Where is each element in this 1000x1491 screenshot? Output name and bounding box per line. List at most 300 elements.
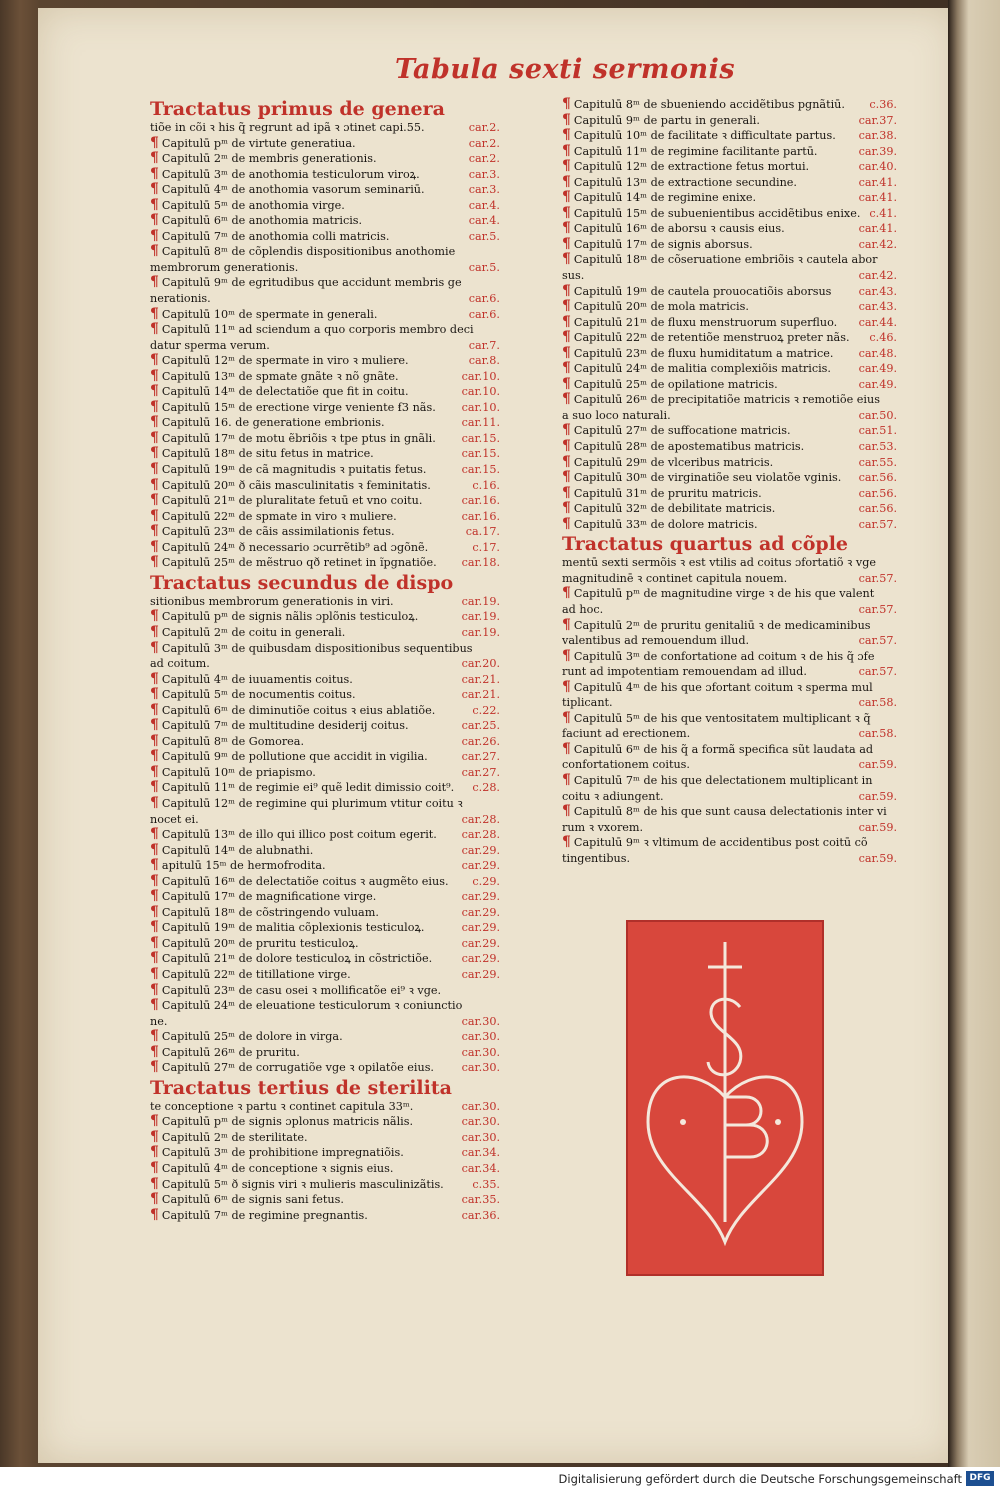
chapter-title: mentū sexti sermõis ꝛ est vtilis ad coitus ɔfortatiõ ꝛ vge bbox=[562, 556, 876, 570]
chapter-entry-continuation bbox=[150, 338, 500, 354]
folio-reference: car.15. bbox=[461, 463, 500, 477]
pilcrow-icon: ¶ bbox=[562, 516, 571, 532]
pilcrow-icon: ¶ bbox=[150, 982, 159, 998]
chapter-entry bbox=[150, 796, 500, 812]
chapter-entry-continuation bbox=[150, 656, 500, 672]
chapter-entry-continuation bbox=[150, 1099, 500, 1115]
chapter-title: Capitulū 22ᵐ de retentiõe menstruoꝝ preter nãs. bbox=[573, 331, 850, 345]
chapter-title: Capitulū 9ᵐ de partu in generali. bbox=[573, 113, 760, 127]
folio-reference: car.56. bbox=[858, 471, 897, 485]
pilcrow-icon: ¶ bbox=[150, 477, 159, 493]
chapter-entry bbox=[562, 206, 897, 222]
folio-reference: car.2. bbox=[468, 121, 500, 134]
chapter-title: tiplicant. bbox=[562, 696, 613, 710]
pilcrow-icon: ¶ bbox=[562, 221, 571, 237]
chapter-title: Capitulū 23ᵐ de fluxu humiditatum a matrice. bbox=[573, 346, 834, 360]
chapter-entry bbox=[150, 827, 500, 843]
chapter-title: Capitulū 23ᵐ de cãis assimilationis fetus. bbox=[161, 525, 395, 539]
chapter-title: Capitulū 2ᵐ de pruritu genitaliū ꝛ de medicaminibus bbox=[573, 618, 871, 632]
chapter-entry bbox=[562, 501, 897, 517]
chapter-entry bbox=[150, 415, 500, 431]
pilcrow-icon: ¶ bbox=[562, 772, 571, 788]
pilcrow-icon: ¶ bbox=[562, 376, 571, 392]
folio-reference: car.30. bbox=[461, 1014, 500, 1028]
chapter-title: Capitulū 10ᵐ de facilitate ꝛ difficultate partus. bbox=[573, 129, 836, 143]
pilcrow-icon: ¶ bbox=[150, 624, 159, 640]
folio-reference: car.4. bbox=[468, 198, 500, 212]
chapter-entry-continuation bbox=[562, 268, 897, 284]
folio-reference: car.10. bbox=[461, 400, 500, 414]
pilcrow-icon: ¶ bbox=[150, 873, 159, 889]
chapter-title: Capitulū 6ᵐ de his q̃ a formã specifica sũt laudata ad bbox=[573, 742, 874, 756]
pilcrow-icon: ¶ bbox=[150, 322, 159, 338]
pilcrow-icon: ¶ bbox=[150, 1029, 159, 1045]
pilcrow-icon: ¶ bbox=[150, 733, 159, 749]
pilcrow-icon: ¶ bbox=[562, 236, 571, 252]
pilcrow-icon: ¶ bbox=[150, 524, 159, 540]
chapter-title: Capitulū 13ᵐ de extractione secundine. bbox=[573, 175, 797, 189]
folio-reference: car.19. bbox=[461, 610, 500, 624]
chapter-entry bbox=[150, 858, 500, 874]
folio-reference: car.2. bbox=[468, 136, 500, 150]
chapter-entry bbox=[562, 470, 897, 486]
pilcrow-icon: ¶ bbox=[150, 966, 159, 982]
folio-reference: car.38. bbox=[858, 129, 897, 143]
chapter-entry bbox=[562, 97, 897, 113]
pilcrow-icon: ¶ bbox=[150, 462, 159, 478]
folio-reference: car.57. bbox=[858, 602, 897, 616]
folio-reference: car.30. bbox=[461, 1130, 500, 1144]
folio-reference: car.57. bbox=[858, 665, 897, 679]
chapter-title: Capitulū 3ᵐ de prohibitione impregnatiõis. bbox=[161, 1146, 404, 1160]
chapter-entry bbox=[150, 229, 500, 245]
chapter-entry bbox=[150, 213, 500, 229]
chapter-title: Capitulū 27ᵐ de corrugatiõe vge ꝛ opilatõe eius. bbox=[161, 1061, 434, 1075]
pilcrow-icon: ¶ bbox=[150, 795, 159, 811]
chapter-entry bbox=[562, 455, 897, 471]
chapter-entry bbox=[562, 618, 897, 634]
pilcrow-icon: ¶ bbox=[150, 446, 159, 462]
folio-reference: car.7. bbox=[468, 338, 500, 352]
chapter-title: Capitulū 8ᵐ de Gomorea. bbox=[161, 734, 305, 748]
pilcrow-icon: ¶ bbox=[150, 827, 159, 843]
pilcrow-icon: ¶ bbox=[150, 935, 159, 951]
chapter-entry bbox=[150, 998, 500, 1014]
chapter-entry bbox=[562, 423, 897, 439]
chapter-entry bbox=[150, 478, 500, 494]
chapter-title: Capitulū 24ᵐ de malitia complexiõis matricis. bbox=[573, 362, 831, 376]
chapter-entry bbox=[150, 843, 500, 859]
chapter-entry bbox=[150, 136, 500, 152]
chapter-title: Capitulū 19ᵐ de cã magnitudis ꝛ puitatis fetus. bbox=[161, 463, 427, 477]
pilcrow-icon: ¶ bbox=[150, 842, 159, 858]
chapter-entry bbox=[150, 1060, 500, 1076]
pilcrow-icon: ¶ bbox=[562, 299, 571, 315]
pilcrow-icon: ¶ bbox=[150, 275, 159, 291]
folio-reference: car.30. bbox=[461, 1099, 500, 1113]
pilcrow-icon: ¶ bbox=[150, 749, 159, 765]
chapter-entry bbox=[562, 190, 897, 206]
chapter-title: Capitulū 15ᵐ de erectione virge veniente ẜ3 nãs. bbox=[161, 400, 436, 414]
right-column-index bbox=[562, 97, 897, 866]
pilcrow-icon: ¶ bbox=[562, 205, 571, 221]
chapter-title: Capitulū 24ᵐ ð necessario ɔcurrẽtib⁹ ad ɔgõnẽ. bbox=[161, 540, 429, 554]
chapter-entry bbox=[150, 749, 500, 765]
chapter-entry bbox=[150, 1161, 500, 1177]
chapter-entry bbox=[562, 315, 897, 331]
chapter-entry bbox=[150, 198, 500, 214]
folio-reference: car.37. bbox=[858, 113, 897, 127]
chapter-entry-continuation bbox=[150, 120, 500, 136]
chapter-title: Capitulū 20ᵐ de pruritu testiculoꝝ. bbox=[161, 936, 359, 950]
folio-reference: car.34. bbox=[461, 1162, 500, 1175]
folio-reference: car.28. bbox=[461, 828, 500, 842]
chapter-entry bbox=[562, 517, 897, 533]
chapter-entry bbox=[562, 711, 897, 727]
chapter-title: rum ꝛ vxorem. bbox=[562, 820, 644, 834]
folio-reference: car.15. bbox=[461, 447, 500, 461]
chapter-title: Capitulū 14ᵐ de delectatiõe que fit in coitu. bbox=[161, 385, 409, 399]
folio-reference: car.58. bbox=[858, 696, 897, 710]
chapter-entry bbox=[150, 369, 500, 385]
chapter-entry bbox=[150, 244, 500, 260]
folio-reference: car.26. bbox=[461, 734, 500, 748]
chapter-entry-continuation bbox=[150, 291, 500, 307]
folio-reference: car.49. bbox=[858, 362, 897, 376]
chapter-title: Capitulū 4ᵐ de iuuamentis coitus. bbox=[161, 672, 353, 686]
folio-reference: car.30. bbox=[461, 1030, 500, 1044]
pilcrow-icon: ¶ bbox=[562, 485, 571, 501]
folio-reference: car.53. bbox=[858, 440, 897, 454]
chapter-title: Capitulū 3ᵐ de anothomia testiculorum viroꝝ. bbox=[161, 167, 420, 181]
chapter-title: Capitulū 26ᵐ de precipitatiõe matricis ꝛ remotiõe eius bbox=[573, 393, 880, 407]
folio-reference: car.42. bbox=[858, 269, 897, 283]
folio-reference: car.59. bbox=[858, 820, 897, 834]
folio-reference: car.56. bbox=[858, 502, 897, 516]
chapter-title: Capitulū 6ᵐ de signis sani fetus. bbox=[161, 1193, 344, 1207]
pilcrow-icon: ¶ bbox=[150, 151, 159, 167]
pilcrow-icon: ¶ bbox=[150, 1060, 159, 1076]
folio-reference: car.57. bbox=[858, 517, 897, 531]
folio-reference: c.17. bbox=[472, 540, 500, 554]
chapter-entry bbox=[150, 1029, 500, 1045]
pilcrow-icon: ¶ bbox=[562, 128, 571, 144]
chapter-title: Capitulū 6ᵐ de anothomia matricis. bbox=[161, 214, 363, 228]
chapter-entry bbox=[150, 905, 500, 921]
chapter-title: Capitulū 8ᵐ de cõplendis dispositionibus anothomie bbox=[161, 245, 456, 259]
folio-reference: car.41. bbox=[858, 191, 897, 205]
folio-reference: c.36. bbox=[869, 98, 897, 111]
chapter-title: Capitulū 11ᵐ ad sciendum a quo corporis membro deci bbox=[161, 323, 474, 337]
chapter-title: te conceptione ꝛ partu ꝛ continet capitula 33ᵐ. bbox=[150, 1099, 414, 1113]
chapter-title: Capitulū 6ᵐ de diminutiõe coitus ꝛ eius ablatiõe. bbox=[161, 703, 436, 717]
folio-reference: c.41. bbox=[869, 206, 897, 220]
folio-reference: car.43. bbox=[858, 284, 897, 298]
chapter-entry bbox=[150, 765, 500, 781]
chapter-title: Capitulū 33ᵐ de dolore matricis. bbox=[573, 517, 758, 531]
chapter-title: Capitulū 29ᵐ de vlceribus matricis. bbox=[573, 455, 774, 469]
folio-reference: car.6. bbox=[468, 292, 500, 306]
chapter-title: Capitulū 25ᵐ de dolore in virga. bbox=[161, 1030, 343, 1044]
pilcrow-icon: ¶ bbox=[150, 244, 159, 260]
adjacent-page-edge bbox=[948, 0, 1000, 1467]
folio-reference: ca.17. bbox=[465, 525, 500, 539]
pilcrow-icon: ¶ bbox=[150, 415, 159, 431]
folio-reference: car.59. bbox=[858, 789, 897, 803]
chapter-entry-continuation bbox=[150, 594, 500, 610]
chapter-entry bbox=[150, 322, 500, 338]
chapter-title: Capitulū 9ᵐ de egritudibus que accidunt membris ge bbox=[161, 276, 462, 290]
chapter-entry-continuation bbox=[562, 602, 897, 618]
chapter-title: Capitulū 5ᵐ de anothomia virge. bbox=[161, 198, 345, 212]
chapter-entry bbox=[562, 175, 897, 191]
folio-reference: car.16. bbox=[461, 509, 500, 523]
pilcrow-icon: ¶ bbox=[150, 1176, 159, 1192]
pilcrow-icon: ¶ bbox=[150, 555, 159, 571]
pilcrow-icon: ¶ bbox=[150, 306, 159, 322]
chapter-entry bbox=[562, 113, 897, 129]
chapter-entry bbox=[150, 400, 500, 416]
digitization-footer bbox=[0, 1467, 1000, 1491]
chapter-entry bbox=[562, 159, 897, 175]
chapter-title: faciunt ad erectionem. bbox=[562, 727, 691, 741]
chapter-title: a suo loco naturali. bbox=[562, 408, 671, 422]
pilcrow-icon: ¶ bbox=[150, 353, 159, 369]
folio-reference: car.16. bbox=[461, 494, 500, 508]
pilcrow-icon: ¶ bbox=[562, 586, 571, 602]
folio-reference: car.40. bbox=[858, 160, 897, 174]
chapter-title: nerationis. bbox=[150, 292, 211, 306]
folio-reference: car.25. bbox=[461, 719, 500, 733]
folio-reference: car.3. bbox=[468, 183, 500, 197]
chapter-title: coitu ꝛ adiungent. bbox=[562, 789, 664, 803]
pilcrow-icon: ¶ bbox=[562, 190, 571, 206]
chapter-title: Capitulū 7ᵐ de his que delectationem multiplicant in bbox=[573, 773, 873, 787]
pilcrow-icon: ¶ bbox=[150, 539, 159, 555]
chapter-title: magnitudinē ꝛ continet capitula nouem. bbox=[562, 571, 788, 585]
pilcrow-icon: ¶ bbox=[150, 430, 159, 446]
chapter-entry bbox=[150, 307, 500, 323]
chapter-title: tiõe in cõi ꝛ his q̃ regrunt ad ipã ꝛ ɔtinet capi.55. bbox=[150, 121, 425, 134]
chapter-entry bbox=[150, 524, 500, 540]
chapter-entry bbox=[150, 1045, 500, 1061]
chapter-title: Capitulū 24ᵐ de eleuatione testiculorum ꝛ coniunctio bbox=[161, 999, 463, 1013]
pilcrow-icon: ¶ bbox=[150, 182, 159, 198]
folio-reference: car.2. bbox=[468, 152, 500, 166]
pilcrow-icon: ¶ bbox=[562, 174, 571, 190]
chapter-entry bbox=[150, 384, 500, 400]
folio-reference: c.35. bbox=[472, 1177, 500, 1191]
chapter-entry bbox=[150, 780, 500, 796]
folio-reference: car.34. bbox=[461, 1146, 500, 1160]
chapter-title: Capitulū 5ᵐ ð signis viri ꝛ mulieris masculinizãtis. bbox=[161, 1177, 444, 1191]
chapter-entry-continuation bbox=[562, 571, 897, 587]
chapter-entry bbox=[150, 641, 500, 657]
pilcrow-icon: ¶ bbox=[562, 741, 571, 757]
folio-reference: car.59. bbox=[858, 758, 897, 772]
chapter-entry bbox=[150, 703, 500, 719]
chapter-entry-continuation bbox=[562, 851, 897, 867]
folio-reference: car.29. bbox=[461, 936, 500, 950]
pilcrow-icon: ¶ bbox=[150, 671, 159, 687]
chapter-entry-continuation bbox=[562, 695, 897, 711]
pilcrow-icon: ¶ bbox=[150, 1044, 159, 1060]
folio-reference: c.29. bbox=[472, 874, 500, 888]
pilcrow-icon: ¶ bbox=[150, 951, 159, 967]
chapter-entry bbox=[562, 284, 897, 300]
folio-reference: car.44. bbox=[858, 315, 897, 329]
chapter-title: Capitulū 17ᵐ de magnificatione virge. bbox=[161, 890, 377, 904]
chapter-entry bbox=[562, 128, 897, 144]
folio-reference: car.41. bbox=[858, 175, 897, 189]
folio-reference: car.55. bbox=[858, 455, 897, 469]
pilcrow-icon: ¶ bbox=[562, 454, 571, 470]
chapter-entry bbox=[150, 446, 500, 462]
folio-reference: car.5. bbox=[468, 260, 500, 274]
folio-reference: car.30. bbox=[461, 1061, 500, 1075]
tractatus-heading: Tractatus tertius de sterilita bbox=[150, 1076, 452, 1099]
pilcrow-icon: ¶ bbox=[562, 97, 571, 112]
chapter-title: Capitulū 15ᵐ de subuenientibus accidẽtibus enixe. bbox=[573, 206, 861, 220]
tractatus-heading: Tractatus quartus ad cõple bbox=[562, 533, 849, 556]
pilcrow-icon: ¶ bbox=[562, 252, 571, 268]
left-column-index bbox=[150, 97, 500, 1223]
chapter-title: Capitulū 4ᵐ de anothomia vasorum seminariū. bbox=[161, 183, 425, 197]
pilcrow-icon: ¶ bbox=[562, 143, 571, 159]
folio-reference: car.41. bbox=[858, 222, 897, 236]
chapter-entry bbox=[562, 237, 897, 253]
pilcrow-icon: ¶ bbox=[150, 687, 159, 703]
chapter-entry bbox=[562, 439, 897, 455]
folio-reference: car.19. bbox=[461, 594, 500, 608]
chapter-title: Capitulū 21ᵐ de dolore testiculoꝝ in cõstrictiõe. bbox=[161, 952, 433, 966]
folio-reference: car.29. bbox=[461, 843, 500, 857]
folio-reference: c.16. bbox=[472, 478, 500, 492]
pilcrow-icon: ¶ bbox=[150, 368, 159, 384]
folio-reference: car.42. bbox=[858, 237, 897, 251]
folio-reference: c.28. bbox=[472, 781, 500, 795]
chapter-title: Capitulū 13ᵐ de illo qui illico post coitum egerit. bbox=[161, 828, 437, 842]
chapter-title: Capitulū 12ᵐ de extractione fetus mortui. bbox=[573, 160, 810, 174]
chapter-entry-continuation bbox=[562, 633, 897, 649]
chapter-entry bbox=[150, 1192, 500, 1208]
chapter-title: Capitulū 17ᵐ de motu ẽbriõis ꝛ tpe ptus in gnãli. bbox=[161, 431, 436, 445]
chapter-title: sitionibus membrorum generationis in viri. bbox=[150, 594, 394, 608]
chapter-title: confortationem coitus. bbox=[562, 758, 690, 772]
chapter-title: runt ad impotentiam remouendam ad illud. bbox=[562, 665, 807, 679]
chapter-entry bbox=[562, 835, 897, 851]
chapter-title: Capitulū 19ᵐ de cautela prouocatiõis aborsus bbox=[573, 284, 832, 298]
pilcrow-icon: ¶ bbox=[562, 283, 571, 299]
page-title: Tabula sexti sermonis bbox=[395, 54, 736, 85]
chapter-title: Capitulū 14ᵐ de regimine enixe. bbox=[573, 191, 757, 205]
chapter-entry bbox=[562, 773, 897, 789]
chapter-title: Capitulū 12ᵐ de spermate in viro ꝛ muliere. bbox=[161, 354, 409, 368]
letter-b bbox=[725, 1097, 767, 1157]
chapter-entry-continuation bbox=[150, 812, 500, 828]
pilcrow-icon: ¶ bbox=[562, 159, 571, 175]
chapter-entry bbox=[562, 144, 897, 160]
chapter-entry bbox=[150, 983, 500, 999]
folio-reference: car.6. bbox=[468, 307, 500, 321]
folio-reference: car.29. bbox=[461, 967, 500, 981]
folio-reference: car.29. bbox=[461, 905, 500, 919]
chapter-entry bbox=[150, 462, 500, 478]
chapter-title: ad coitum. bbox=[150, 657, 210, 671]
chapter-entry bbox=[562, 392, 897, 408]
chapter-title: datur sperma verum. bbox=[150, 338, 270, 352]
chapter-title: Capitulū pᵐ de signis nãlis ɔplõnis testiculoꝝ. bbox=[161, 610, 419, 624]
chapter-title: Capitulū 20ᵐ ð cãis masculinitatis ꝛ feminitatis. bbox=[161, 478, 431, 492]
chapter-title: Capitulū 31ᵐ de pruritu matricis. bbox=[573, 486, 762, 500]
chapter-title: Capitulū 3ᵐ de quibusdam dispositionibus sequentibus bbox=[161, 641, 473, 655]
folio-reference: car.30. bbox=[461, 1115, 500, 1129]
pilcrow-icon: ¶ bbox=[150, 1145, 159, 1161]
chapter-title: Capitulū 9ᵐ de pollutione que accidit in vigilia. bbox=[161, 750, 428, 764]
folio-reference: car.48. bbox=[858, 346, 897, 360]
pilcrow-icon: ¶ bbox=[562, 710, 571, 726]
folio-reference: car.50. bbox=[858, 408, 897, 422]
chapter-title: Capitulū 2ᵐ de membris generationis. bbox=[161, 152, 377, 166]
chapter-entry bbox=[562, 299, 897, 315]
chapter-entry bbox=[562, 649, 897, 665]
chapter-title: Capitulū 2ᵐ de sterilitate. bbox=[161, 1130, 308, 1144]
chapter-entry bbox=[150, 509, 500, 525]
pilcrow-icon: ¶ bbox=[150, 718, 159, 734]
folio-reference: car.15. bbox=[461, 431, 500, 445]
chapter-title: Capitulū 2ᵐ de coitu in generali. bbox=[161, 625, 346, 639]
chapter-title: Capitulū 13ᵐ de spmate gnãte ꝛ nõ gnãte. bbox=[161, 369, 399, 383]
pilcrow-icon: ¶ bbox=[150, 889, 159, 905]
chapter-title: Capitulū 16ᵐ de aborsu ꝛ causis eius. bbox=[573, 222, 785, 236]
chapter-entry bbox=[150, 889, 500, 905]
folio-reference: car.29. bbox=[461, 859, 500, 873]
folio-reference: car.36. bbox=[461, 1208, 500, 1222]
chapter-entry bbox=[150, 672, 500, 688]
chapter-entry bbox=[150, 687, 500, 703]
chapter-entry bbox=[150, 1114, 500, 1130]
folio-reference: car.29. bbox=[461, 890, 500, 904]
tractatus-heading: Tractatus primus de genera bbox=[150, 98, 445, 120]
chapter-entry bbox=[562, 361, 897, 377]
folio-reference: car.28. bbox=[461, 812, 500, 826]
chapter-entry bbox=[150, 936, 500, 952]
pilcrow-icon: ¶ bbox=[150, 609, 159, 625]
chapter-title: sus. bbox=[562, 269, 585, 283]
chapter-title: Capitulū 30ᵐ de virginatiõe seu violatõe vginis. bbox=[573, 471, 842, 485]
chapter-entry bbox=[150, 1130, 500, 1146]
chapter-title: Capitulū pᵐ de signis ɔplonus matricis nãlis. bbox=[161, 1115, 414, 1129]
chapter-entry-continuation bbox=[562, 664, 897, 680]
chapter-title: valentibus ad remouendum illud. bbox=[562, 634, 750, 648]
folio-reference: car.8. bbox=[468, 354, 500, 368]
chapter-title: ne. bbox=[150, 1014, 168, 1028]
folio-reference: car.57. bbox=[858, 634, 897, 648]
chapter-title: Capitulū 22ᵐ de spmate in viro ꝛ muliere. bbox=[161, 509, 397, 523]
chapter-entry bbox=[150, 1145, 500, 1161]
folio-reference: car.49. bbox=[858, 377, 897, 391]
chapter-title: Capitulū 21ᵐ de fluxu menstruorum superfluo. bbox=[573, 315, 838, 329]
chapter-entry bbox=[150, 182, 500, 198]
folio-reference: car.43. bbox=[858, 300, 897, 314]
pilcrow-icon: ¶ bbox=[562, 439, 571, 455]
tractatus-heading: Tractatus secundus de dispo bbox=[150, 571, 454, 594]
chapter-title: Capitulū 16ᵐ de delectatiõe coitus ꝛ augmẽto eius. bbox=[161, 874, 449, 888]
chapter-title: Capitulū 4ᵐ de his que ɔfortant coitum ꝛ sperma mul bbox=[573, 680, 873, 694]
pilcrow-icon: ¶ bbox=[150, 197, 159, 213]
chapter-entry bbox=[150, 493, 500, 509]
chapter-entry-continuation bbox=[562, 820, 897, 836]
